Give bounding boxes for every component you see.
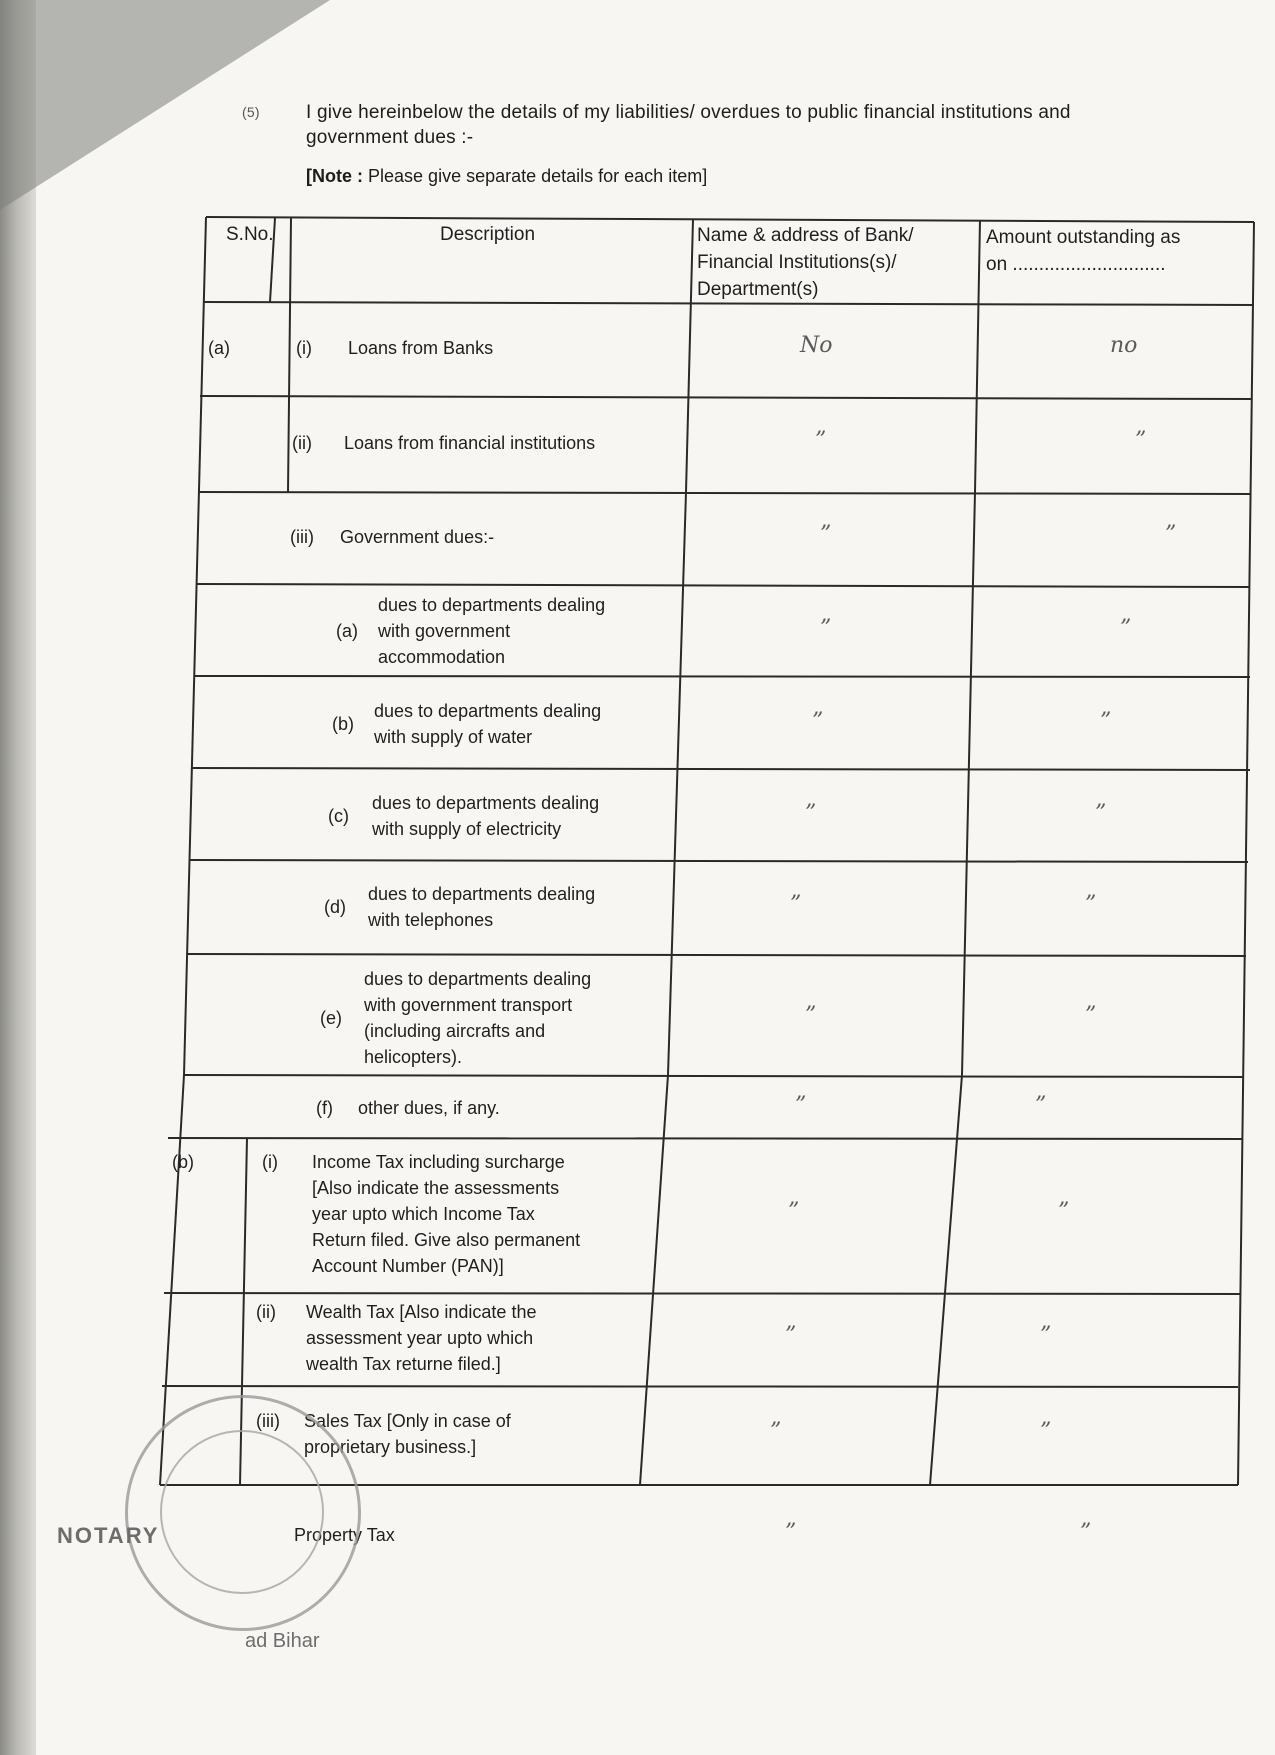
header-bank-line: Name & address of Bank/ (697, 225, 914, 246)
header-bank-line: Financial Institutions(s)/ (697, 252, 897, 273)
row-amount-entry: ” (1058, 1199, 1070, 1224)
row-sub-label: (ii) (292, 433, 312, 453)
row-sub-label: (c) (328, 806, 349, 826)
row-description-line: Sales Tax [Only in case of (304, 1411, 511, 1431)
notary-stamp-inner-ring (160, 1430, 324, 1594)
note-text: Please give separate details for each item] (368, 166, 708, 186)
row-description-line: with supply of electricity (372, 819, 562, 839)
row-description-line: assessment year upto which (306, 1328, 534, 1348)
notary-stamp (125, 1395, 361, 1631)
row-description-line: proprietary business.] (304, 1437, 477, 1457)
row-sub-label: (iii) (290, 527, 314, 547)
row-sub-label: (iii) (256, 1411, 280, 1431)
row-description-line: helicopters). (364, 1047, 463, 1067)
row-bank-entry: ” (795, 1093, 807, 1118)
row-bank-entry: ” (812, 709, 824, 734)
row-sub-label: (i) (296, 338, 312, 358)
header-amount-line: Amount outstanding as (986, 227, 1181, 248)
row-description-line: Income Tax including surcharge (312, 1152, 565, 1172)
row-description-line: Account Number (PAN)] (312, 1256, 504, 1276)
intro-line-2: government dues :- (306, 127, 474, 148)
row-description-line: with supply of water (374, 727, 533, 747)
header-description: Description (440, 224, 536, 245)
row-description-line: dues to departments dealing (372, 793, 600, 813)
row-sno: (a) (208, 338, 230, 358)
row-description-line: with government (378, 621, 511, 641)
row-sub-label: (d) (324, 897, 346, 917)
row-description-line: dues to departments dealing (378, 595, 606, 615)
row-amount-entry: ” (1120, 616, 1132, 641)
row-bank-entry: No (800, 333, 833, 358)
header-sno: S.No. (226, 224, 274, 245)
row-bank-entry: ” (785, 1323, 797, 1348)
row-description-line: with telephones (368, 910, 494, 930)
row-amount-entry: ” (1095, 801, 1107, 826)
row-bank-entry: ” (820, 616, 832, 641)
row-bank-entry: ” (815, 428, 827, 453)
row-amount-entry: ” (1100, 709, 1112, 734)
row-amount-entry: ” (1040, 1323, 1052, 1348)
row-description-line: Government dues:- (340, 527, 495, 547)
row-amount-entry: no (1110, 333, 1138, 358)
row-amount-entry: ” (1080, 1520, 1092, 1545)
row-sno: (b) (172, 1152, 194, 1172)
row-bank-entry: ” (790, 892, 802, 917)
row-sub-label: (a) (336, 621, 358, 641)
row-amount-entry: ” (1040, 1419, 1052, 1444)
row-description-line: Return filed. Give also permanent (312, 1230, 581, 1250)
row-description-line: Loans from Banks (348, 338, 494, 358)
row-description-line: accommodation (378, 647, 506, 667)
row-amount-entry: ” (1035, 1093, 1047, 1118)
row-sub-label: (i) (262, 1152, 278, 1172)
row-sub-label: (ii) (256, 1302, 276, 1322)
row-description-line: Loans from financial institutions (344, 433, 596, 453)
row-description-line: dues to departments dealing (368, 884, 596, 904)
item-number: (5) (242, 104, 260, 120)
row-amount-entry: ” (1085, 1003, 1097, 1028)
row-bank-entry: ” (788, 1199, 800, 1224)
row-description-line: [Also indicate the assessments (312, 1178, 560, 1198)
stamp-center-text: NOTARY (57, 1523, 160, 1548)
row-sub-label: (b) (332, 714, 354, 734)
row-description-line: year upto which Income Tax (312, 1204, 535, 1224)
header-bank (697, 222, 914, 303)
row-description-line: (including aircrafts and (364, 1021, 546, 1041)
row-bank-entry: ” (805, 1003, 817, 1028)
row-description-line: Property Tax (294, 1525, 395, 1545)
row-amount-entry: ” (1085, 892, 1097, 917)
stamp-bottom-text: ad Bihar (245, 1630, 320, 1652)
header-amount (986, 224, 1180, 278)
row-sub-label: (e) (320, 1008, 342, 1028)
row-sub-label: (f) (316, 1098, 333, 1118)
row-description-line: other dues, if any. (358, 1098, 500, 1118)
row-amount-entry: ” (1165, 522, 1177, 547)
row-description-line: Wealth Tax [Also indicate the (306, 1302, 537, 1322)
row-bank-entry: ” (805, 801, 817, 826)
row-bank-entry: ” (770, 1419, 782, 1444)
row-description-line: dues to departments dealing (374, 701, 602, 721)
row-description-line: with government transport (364, 995, 573, 1015)
note-label: [Note : (306, 166, 363, 186)
row-description-line: wealth Tax returne filed.] (306, 1354, 501, 1374)
row-bank-entry: ” (785, 1520, 797, 1545)
row-description-line: dues to departments dealing (364, 969, 592, 989)
intro-line-1: I give hereinbelow the details of my liabilities/ overdues to public financial institutions and (306, 102, 1071, 123)
row-bank-entry: ” (820, 522, 832, 547)
row-amount-entry: ” (1135, 428, 1147, 453)
header-bank-line: Department(s) (697, 279, 819, 300)
header-amount-line: on ............................. (986, 254, 1166, 275)
